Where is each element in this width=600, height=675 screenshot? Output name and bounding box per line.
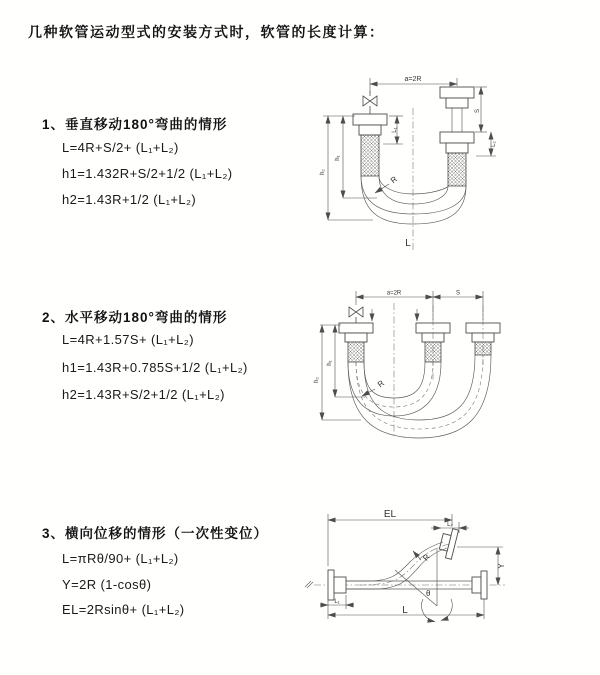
dim-label-r: R xyxy=(388,174,400,186)
left-flange-fitting xyxy=(339,323,373,362)
dim-l2 xyxy=(476,132,497,156)
dim-label-r: R xyxy=(421,552,432,563)
dim-label-el: EL xyxy=(383,509,397,520)
dim-s xyxy=(475,87,487,132)
hose-curved xyxy=(346,542,449,589)
dim-s xyxy=(433,291,483,298)
dim-el xyxy=(328,509,452,566)
section-3-formula-L: L=πRθ/90+ (L₁+L₂) xyxy=(62,551,179,566)
dim-label-a2r: a=2R xyxy=(386,290,402,297)
valve-icon xyxy=(349,307,363,323)
section-2-formula-h1: h1=1.43R+0.785S+1/2 (L₁+L₂) xyxy=(62,360,248,375)
right-flange-fitting xyxy=(472,571,487,599)
dim-span-a2r xyxy=(356,291,483,321)
dim-l2 xyxy=(431,522,469,533)
dim-length xyxy=(328,599,484,619)
hose-curves xyxy=(348,355,491,438)
dim-label-a2r: a=2R xyxy=(404,76,422,83)
radius-leader xyxy=(375,174,399,193)
movement-arrows xyxy=(372,309,417,321)
braided-hose xyxy=(348,342,364,362)
diagram-horizontal-u-bend xyxy=(305,285,550,463)
dim-label-h2: h₂ xyxy=(314,377,320,383)
section-2-formula-h2: h2=1.43R+S/2+1/2 (L₁+L₂) xyxy=(62,387,225,402)
section-3-formula-Y: Y=2R (1-cosθ) xyxy=(62,577,152,592)
section-2-formula-L: L=4R+1.57S+ (L₁+L₂) xyxy=(62,332,194,347)
page-title: 几种软管运动型式的安装方式时，软管的长度计算： xyxy=(28,24,385,40)
break-mark xyxy=(305,581,313,588)
dim-label-r: R xyxy=(375,378,387,390)
section-1-formula-h2: h2=1.43R+1/2 (L₁+L₂) xyxy=(62,192,197,207)
left-flange-fitting xyxy=(353,114,387,176)
dim-label-s: S xyxy=(455,290,461,297)
dim-label-l1: L₁ xyxy=(392,127,398,133)
dim-label-l2: L₂ xyxy=(447,522,453,528)
braided-hose xyxy=(361,135,379,176)
dim-label-h1: h₁ xyxy=(335,155,341,161)
braided-hose xyxy=(448,153,466,186)
valve-icon xyxy=(363,91,377,114)
dim-label-length: L xyxy=(402,605,408,616)
section-1-formula-h1: h1=1.432R+S/2+1/2 (L₁+L₂) xyxy=(62,166,233,181)
section-3-heading: 3、横向位移的情形（一次性变位） xyxy=(42,526,269,541)
section-1-formula-L: L=4R+S/2+ (L₁+L₂) xyxy=(62,140,179,155)
section-1-heading: 1、垂直移动180°弯曲的情形 xyxy=(42,117,228,132)
dim-label-s: S xyxy=(475,108,481,114)
section-2-heading: 2、水平移动180°弯曲的情形 xyxy=(42,310,228,325)
right-flange-fitting-lower xyxy=(440,132,474,186)
dim-label-l1: L₁ xyxy=(334,599,340,605)
dim-label-theta: θ xyxy=(426,589,431,598)
dim-label-l2: L₂ xyxy=(491,141,497,147)
diagram-lateral-displacement xyxy=(300,500,585,655)
diagram-vertical-u-bend xyxy=(305,70,550,260)
dim-label-h2: h₂ xyxy=(320,169,326,175)
dim-label-y: Y xyxy=(497,563,506,569)
section-3-formula-EL: EL=2Rsinθ+ (L₁+L₂) xyxy=(62,602,185,617)
right-flange-fitting-upper xyxy=(440,87,474,132)
dim-label-length: L xyxy=(405,238,411,249)
dim-label-h1: h₁ xyxy=(327,360,333,366)
dim-l1 xyxy=(320,595,354,609)
left-flange-fitting xyxy=(328,570,346,600)
